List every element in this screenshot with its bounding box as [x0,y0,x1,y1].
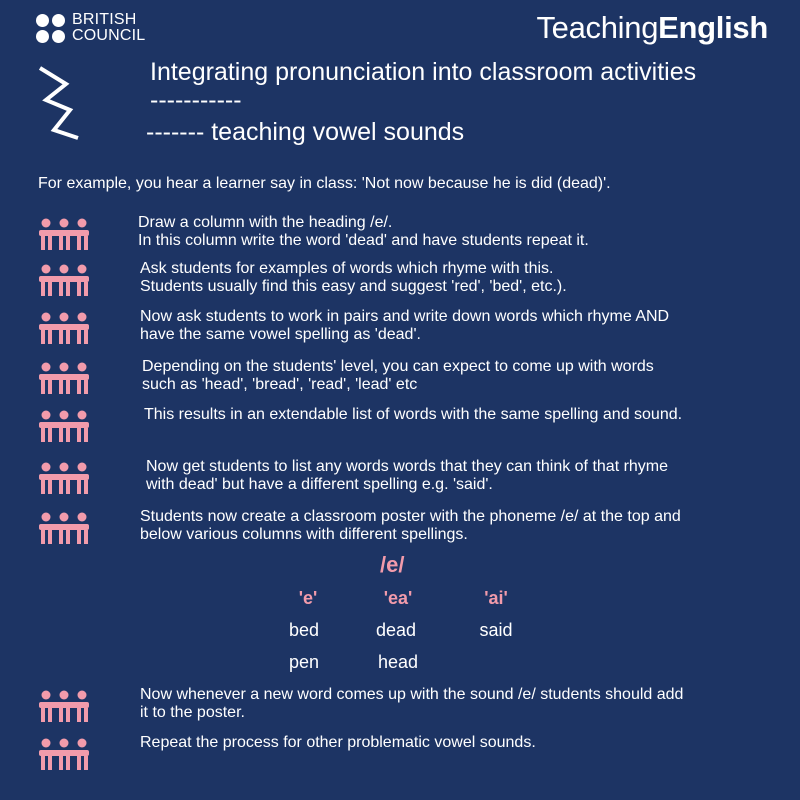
step-item [38,686,778,734]
step-item [38,358,778,406]
poster-word: said [479,620,513,640]
step-text-line1: Now ask students to work in pairs and write down words which rhyme AND [140,308,670,325]
group-of-people-icon [38,512,90,544]
step-text [142,358,782,394]
group-of-people-icon [38,410,90,442]
group-of-people-icon [38,690,90,722]
teaching-english-brand [536,10,768,46]
poster-word: head [377,652,419,672]
org-name [72,12,145,44]
poster-phoneme: /e/ [380,552,405,577]
poster-column-heading: 'e' [298,588,318,608]
step-text-line2: below various columns with different spellings. [140,526,468,543]
step-text [140,734,780,752]
poster-column-heading: 'ea' [383,588,413,608]
intro-text: For example, you hear a learner say in class: 'Not now because he is did (dead)'. [38,175,611,192]
step-item [38,508,778,556]
zigzag-icon [36,60,98,140]
step-item [38,406,778,454]
step-text-line1: Repeat the process for other problematic vowel sounds. [140,734,536,751]
step-text-line2: Students usually find this easy and suggest 'red', 'bed', etc.). [140,278,567,295]
brand-bold: English [658,10,768,45]
step-text [144,406,784,424]
group-of-people-icon [38,218,90,250]
poster-word: pen [288,652,320,672]
step-text [140,260,780,296]
org-name-line2: COUNCIL [72,27,146,44]
step-text [140,308,780,344]
group-of-people-icon [38,462,90,494]
step-text-line2: In this column write the word 'dead' and have students repeat it. [138,232,589,249]
step-text [146,458,786,494]
page-title: Integrating pronunciation into classroom activities ----------- [150,58,697,114]
step-item [38,214,778,262]
step-text-line1: Students now create a classroom poster with the phoneme /e/ at the top and [140,508,681,525]
group-of-people-icon [38,312,90,344]
poster-word: dead [375,620,417,640]
step-text-line1: Draw a column with the heading /e/. [138,214,393,231]
british-council-logo [36,12,156,48]
poster-column-heading: 'ai' [484,588,508,608]
step-item [38,734,778,782]
step-item [38,308,778,356]
step-text-line1: Ask students for examples of words which rhyme with this. [140,260,554,277]
group-of-people-icon [38,264,90,296]
step-item [38,260,778,308]
step-text-line2: have the same vowel spelling as 'dead'. [140,326,421,343]
org-name-line1: BRITISH [72,11,137,28]
poster-word: bed [288,620,320,640]
step-item [38,458,778,506]
step-text-line1: This results in an extendable list of words with the same spelling and sound. [144,406,683,423]
step-text-line1: Depending on the students' level, you can expect to come up with words [142,358,654,375]
british-council-dots-icon [36,14,66,44]
step-text-line2: such as 'head', 'bread', 'read', 'lead' etc [142,376,418,393]
step-text [138,214,778,250]
step-text-line1: Now get students to list any words words that they can think of that rhyme [146,458,669,475]
step-text-line2: with dead' but have a different spelling e.g. 'said'. [146,476,493,493]
page-subtitle: ------- teaching vowel sounds [146,118,465,146]
group-of-people-icon [38,362,90,394]
step-text-line1: Now whenever a new word comes up with the sound /e/ students should add [140,686,684,703]
step-text-line2: it to the poster. [140,704,245,721]
group-of-people-icon [38,738,90,770]
brand-light: Teaching [536,10,659,45]
step-text [140,508,780,544]
step-text [140,686,780,722]
